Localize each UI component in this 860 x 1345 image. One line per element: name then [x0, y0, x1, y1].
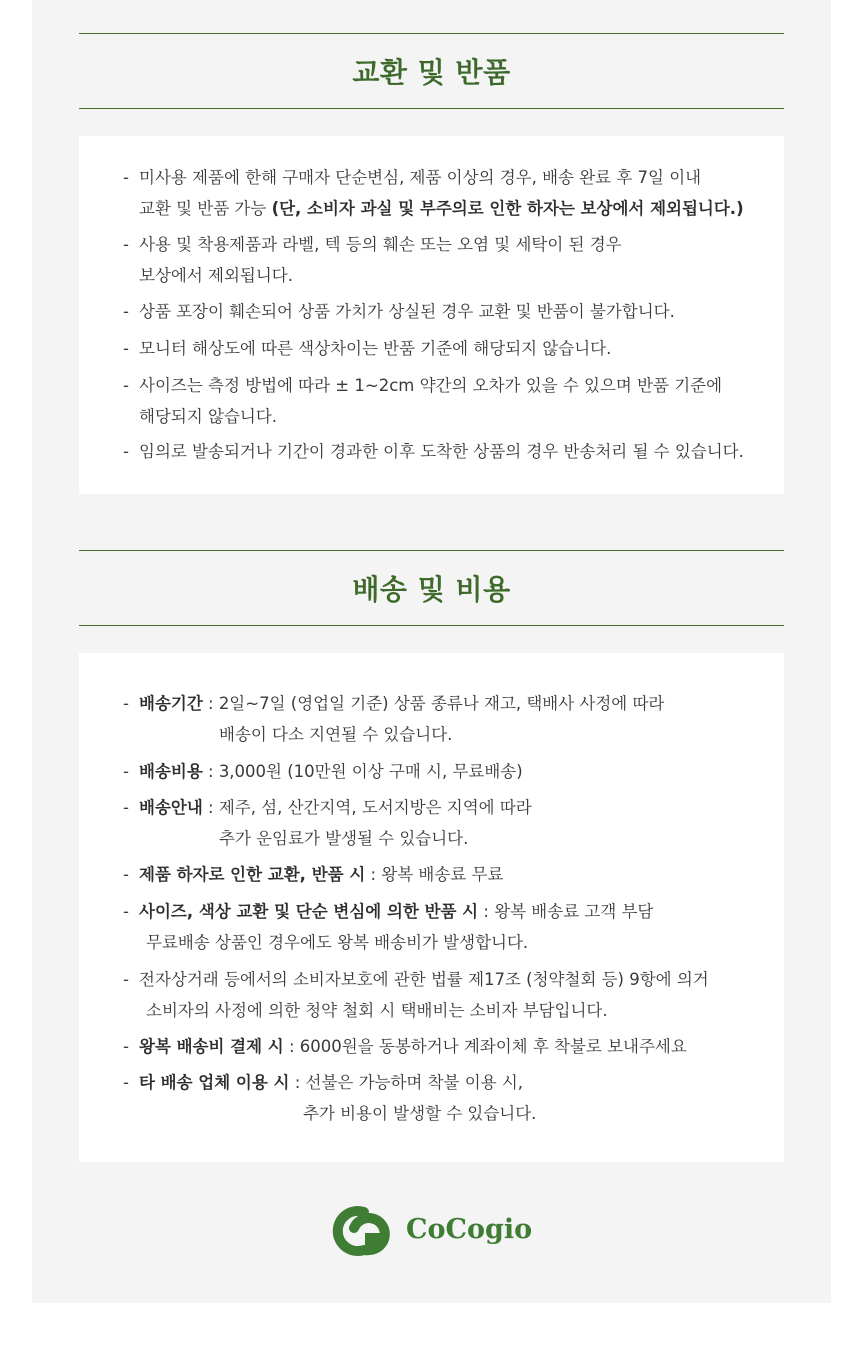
- item-text: : 선불은 가능하며 착불 이용 시,: [289, 1073, 524, 1092]
- bullet-dash: -: [123, 902, 129, 921]
- item-bold-text: (단, 소비자 과실 및 부주의로 인한 하자는 보상에서 제외됩니다.): [271, 199, 744, 218]
- shipping-card: [79, 653, 784, 1162]
- list-item: [123, 296, 768, 327]
- bullet-dash: -: [123, 168, 129, 187]
- list-item: [123, 162, 768, 224]
- page: [32, 0, 831, 1303]
- logo-text: CoCogio: [406, 1214, 533, 1245]
- bullet-dash: -: [123, 235, 129, 254]
- item-text-line1: [139, 792, 532, 823]
- list-item: [123, 333, 768, 364]
- item-text-line1: [139, 859, 503, 890]
- item-text-line2: 소비자의 사정에 의한 청약 철회 시 택배비는 소비자 부담입니다.: [146, 1001, 608, 1020]
- item-text: : 3,000원 (10만원 이상 구매 시, 무료배송): [202, 762, 523, 781]
- list-item: [123, 964, 768, 1026]
- item-text: : 제주, 섬, 산간지역, 도서지방은 지역에 따라: [202, 798, 532, 817]
- item-text-line1: [139, 688, 664, 719]
- bullet-dash: -: [123, 442, 129, 461]
- item-text-line1: [139, 1031, 687, 1062]
- item-label: 왕복 배송비 결제 시: [139, 1037, 284, 1056]
- returns-section-header: [79, 33, 784, 109]
- list-item: [123, 688, 768, 750]
- returns-title: 교환 및 반품: [352, 56, 511, 89]
- item-text-line2: [139, 193, 744, 224]
- bullet-dash: -: [123, 376, 129, 395]
- list-item: [123, 1031, 768, 1062]
- item-text: 전자상거래 등에서의 소비자보호에 관한 법률 제17조 (청약철회 등) 9항에 의거: [139, 970, 709, 989]
- bullet-dash: -: [123, 1037, 129, 1056]
- item-text: 상품 포장이 훼손되어 상품 가치가 상실된 경우 교환 및 반품이 불가합니다.: [139, 302, 675, 321]
- item-text: : 2일~7일 (영업일 기준) 상품 종류나 재고, 택배사 사정에 따라: [202, 694, 665, 713]
- item-text: : 왕복 배송료 무료: [365, 865, 504, 884]
- item-text: 사용 및 착용제품과 라벨, 텍 등의 훼손 또는 오염 및 세탁이 된 경우: [139, 235, 622, 254]
- list-item: [123, 756, 768, 787]
- item-text-line2: 보상에서 제외됩니다.: [139, 266, 293, 285]
- cocogio-logo-icon: [326, 1198, 406, 1268]
- item-text-line2: 추가 운임료가 발생될 수 있습니다.: [219, 829, 469, 848]
- item-text-line2: 추가 비용이 발생할 수 있습니다.: [303, 1104, 537, 1123]
- shipping-title: 배송 및 비용: [352, 573, 511, 606]
- list-item: [123, 859, 768, 890]
- item-text: 사이즈는 측정 방법에 따라 ± 1~2cm 약간의 오차가 있을 수 있으며 반품 기준에: [139, 376, 723, 395]
- list-item: [123, 1067, 768, 1129]
- item-label: 제품 하자로 인한 교환, 반품 시: [139, 865, 366, 884]
- list-item: [123, 436, 768, 467]
- bullet-dash: -: [123, 762, 129, 781]
- list-item: [123, 792, 768, 854]
- returns-card: [79, 136, 784, 494]
- bullet-dash: -: [123, 1073, 129, 1092]
- item-text: 임의로 발송되거나 기간이 경과한 이후 도착한 상품의 경우 반송처리 될 수 있습니다.: [139, 442, 744, 461]
- cocogio-logo: [326, 1198, 546, 1268]
- bullet-dash: -: [123, 302, 129, 321]
- list-item: [123, 229, 768, 291]
- item-label: 배송비용: [139, 762, 203, 781]
- bullet-dash: -: [123, 694, 129, 713]
- bullet-dash: -: [123, 865, 129, 884]
- item-text: : 왕복 배송료 고객 부담: [478, 902, 654, 921]
- item-label: 타 배송 업체 이용 시: [139, 1073, 290, 1092]
- item-label: 배송기간: [139, 694, 203, 713]
- list-item: [123, 896, 768, 958]
- item-text: 교환 및 반품 가능: [139, 199, 272, 218]
- item-text-line2: 배송이 다소 지연될 수 있습니다.: [219, 725, 453, 744]
- bullet-dash: -: [123, 798, 129, 817]
- item-text: : 6000원을 동봉하거나 계좌이체 후 착불로 보내주세요: [283, 1037, 687, 1056]
- item-text-line2: 무료배송 상품인 경우에도 왕복 배송비가 발생합니다.: [146, 933, 529, 952]
- list-item: [123, 370, 768, 432]
- item-text-line2: 해당되지 않습니다.: [139, 407, 278, 426]
- bullet-dash: -: [123, 339, 129, 358]
- item-text: 미사용 제품에 한해 구매자 단순변심, 제품 이상의 경우, 배송 완료 후 7일 이내: [139, 168, 702, 187]
- shipping-section-header: [79, 550, 784, 626]
- item-text-line1: [139, 896, 653, 927]
- bullet-dash: -: [123, 970, 129, 989]
- item-label: 배송안내: [139, 798, 203, 817]
- item-text-line1: [139, 756, 523, 787]
- item-text-line1: [139, 1067, 523, 1098]
- item-label: 사이즈, 색상 교환 및 단순 변심에 의한 반품 시: [139, 902, 479, 921]
- item-text: 모니터 해상도에 따른 색상차이는 반품 기준에 해당되지 않습니다.: [139, 339, 612, 358]
